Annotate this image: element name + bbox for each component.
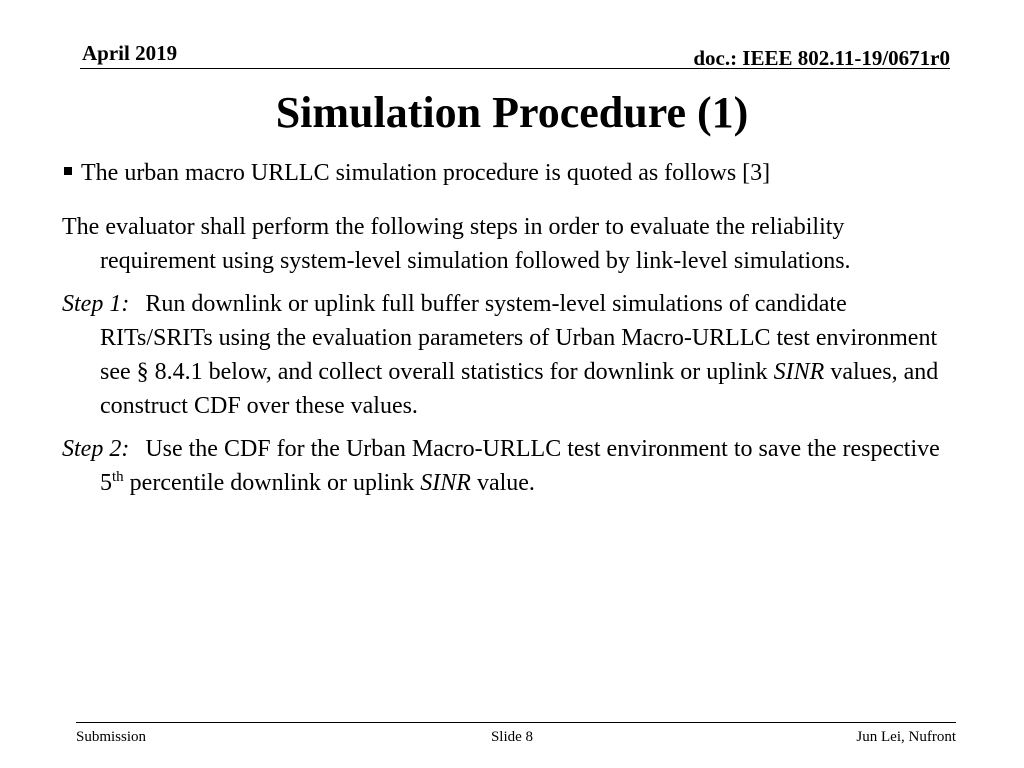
step-2-text-before: Use the CDF for the Urban Macro-URLLC test environment to save the respective 5: [100, 436, 940, 496]
square-bullet-icon: [64, 167, 72, 175]
step-2-text-middle: percentile downlink or uplink: [123, 470, 421, 496]
step-1-label: Step 1:: [62, 291, 130, 317]
step-1-text-before: Run downlink or uplink full buffer system-level simulations of candidate RITs/SRITs using the evaluation parameters of Urban Macro-URLLC test environment see § 8.4.1 below, and collect overall statistics for downlink or uplink: [100, 291, 938, 385]
header-date: April 2019: [82, 41, 178, 65]
footer-submission: Submission: [76, 729, 147, 745]
step-1-sinr: SINR: [773, 359, 825, 385]
step-2-text-after: value.: [470, 470, 535, 496]
footer-slide-number: Slide 8: [490, 729, 534, 745]
step-2-label: Step 2:: [62, 436, 130, 462]
step-2-paragraph: [62, 432, 962, 500]
header-document-id: doc.: IEEE 802.11-19/0671r0: [693, 46, 950, 70]
footer-author: Jun Lei, Nufront: [856, 729, 956, 745]
quoted-procedure: [62, 210, 962, 509]
footer-divider: [76, 722, 956, 723]
slide-title: Simulation Procedure (1): [275, 88, 749, 137]
step-2-sinr: SINR: [420, 470, 471, 496]
bullet-item: [64, 158, 770, 188]
step-1-text-after: values, and construct CDF over these values.: [100, 359, 939, 419]
bullet-text: The urban macro URLLC simulation procedure is quoted as follows [3]: [81, 160, 771, 186]
step-2-superscript: th: [112, 469, 124, 485]
step-1-paragraph: [62, 287, 962, 423]
header-divider: [80, 68, 950, 69]
intro-paragraph: The evaluator shall perform the following steps in order to evaluate the reliability requirement using system-level simulation followed by link-level simulations.: [62, 214, 851, 274]
